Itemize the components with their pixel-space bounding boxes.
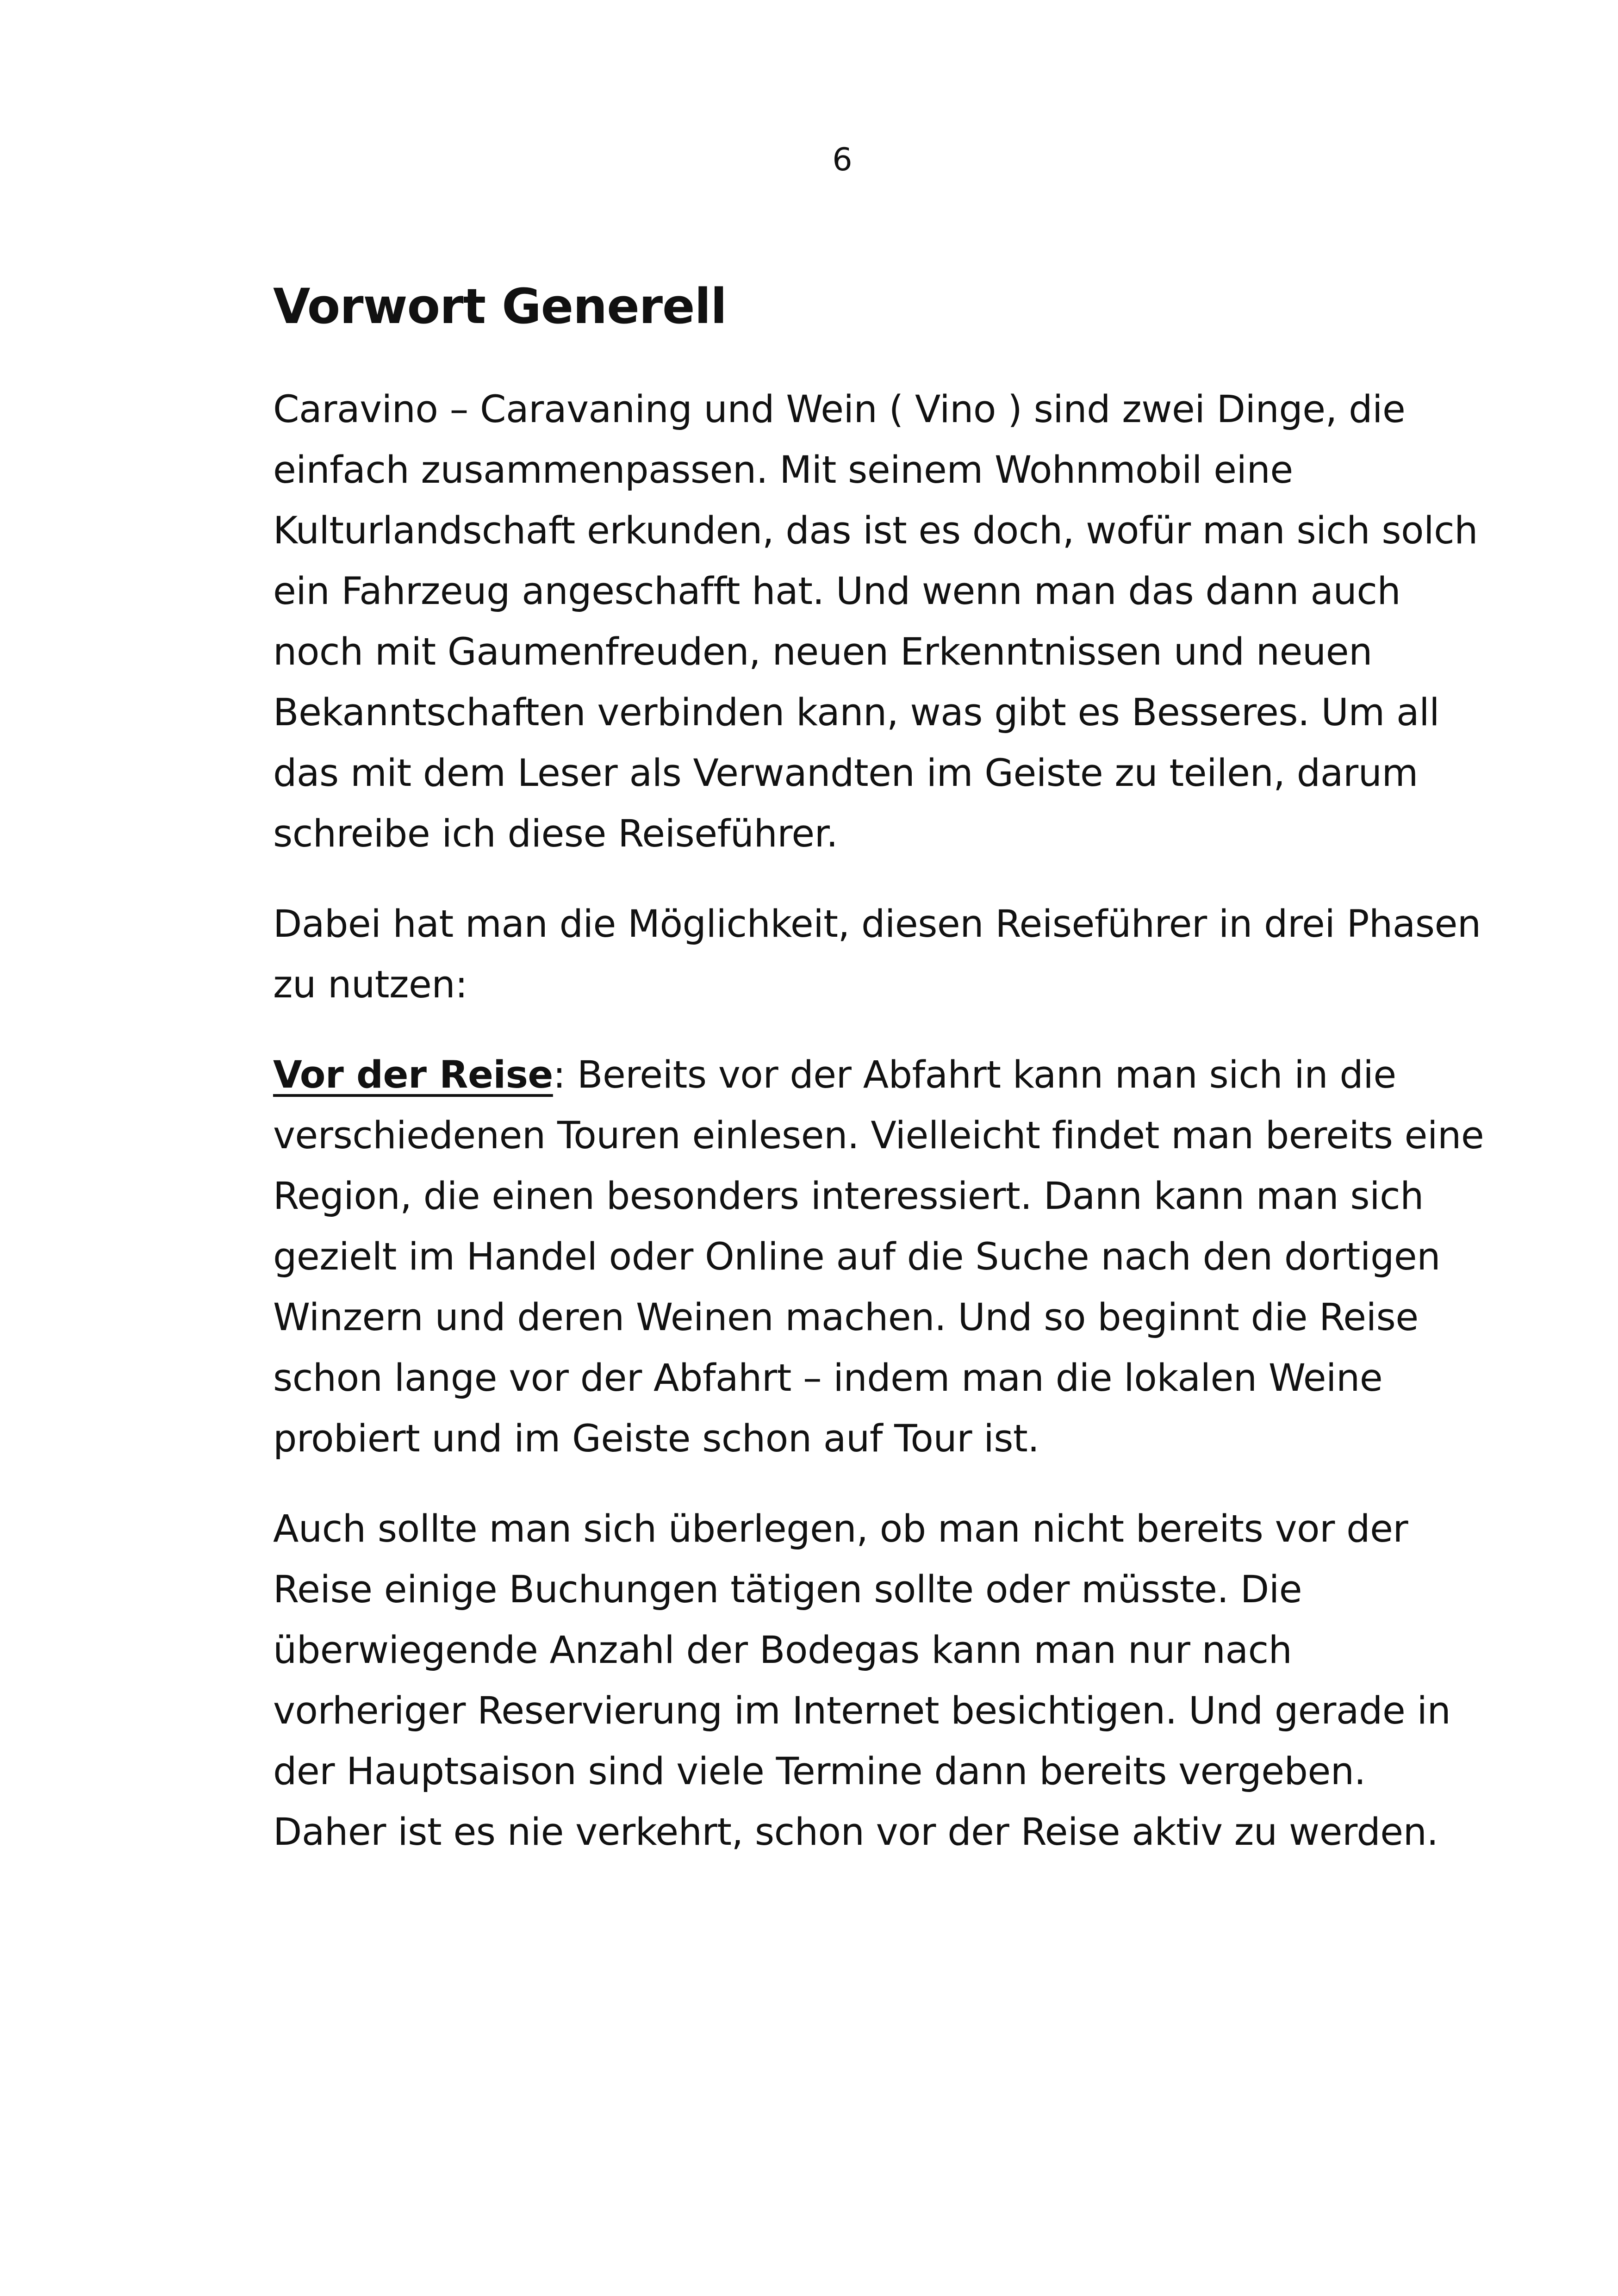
- paragraph-before-trip: [273, 1045, 1486, 1469]
- paragraph-phases: [273, 894, 1486, 1015]
- section-heading: Vorwort Generell: [273, 278, 727, 335]
- page-number: 6: [832, 142, 853, 178]
- paragraph-text: Auch sollte man sich überlegen, ob man nicht bereits vor der Reise einige Buchungen tätigen sollte oder müsste. Die überwiegende Anzahl der Bodegas kann man nur nach vorheriger Reservierung im Internet besichtigen. Und gerade in der Hauptsaison sind viele Termine dann bereits vergeben. Daher ist es nie verkehrt, schon vor der Reise aktiv zu werden.: [273, 1507, 1451, 1854]
- paragraph-text: Dabei hat man die Möglichkeit, diesen Reiseführer in drei Phasen zu nutzen:: [273, 902, 1481, 1007]
- paragraph-lead-label: Vor der Reise: [273, 1053, 553, 1097]
- paragraph-text: : Bereits vor der Abfahrt kann man sich in die verschiedenen Touren einlesen. Vielleicht findet man bereits eine Region, die einen besonders interessiert. Dann kann man sich gezielt im Handel oder Online auf die Suche nach den dortigen Winzern und deren Weinen machen. Und so beginnt die Reise schon lange vor der Abfahrt – indem man die lokalen Weine probiert und im Geiste schon auf Tour ist.: [273, 1053, 1484, 1461]
- paragraph-text: Caravino – Caravaning und Wein ( Vino ) sind zwei Dinge, die einfach zusammenpassen. Mit seinem Wohnmobil eine Kulturlandschaft erkunden, das ist es doch, wofür man sich solch ein Fahrzeug angeschafft hat. Und wenn man das dann auch noch mit Gaumenfreuden, neuen Erkenntnissen und neuen Bekanntschaften verbinden kann, was gibt es Besseres. Um all das mit dem Leser als Verwandten im Geiste zu teilen, darum schreibe ich diese Reiseführer.: [273, 388, 1478, 856]
- paragraph-intro: [273, 380, 1486, 865]
- paragraph-bookings: [273, 1499, 1486, 1863]
- page-content: [273, 274, 1486, 1892]
